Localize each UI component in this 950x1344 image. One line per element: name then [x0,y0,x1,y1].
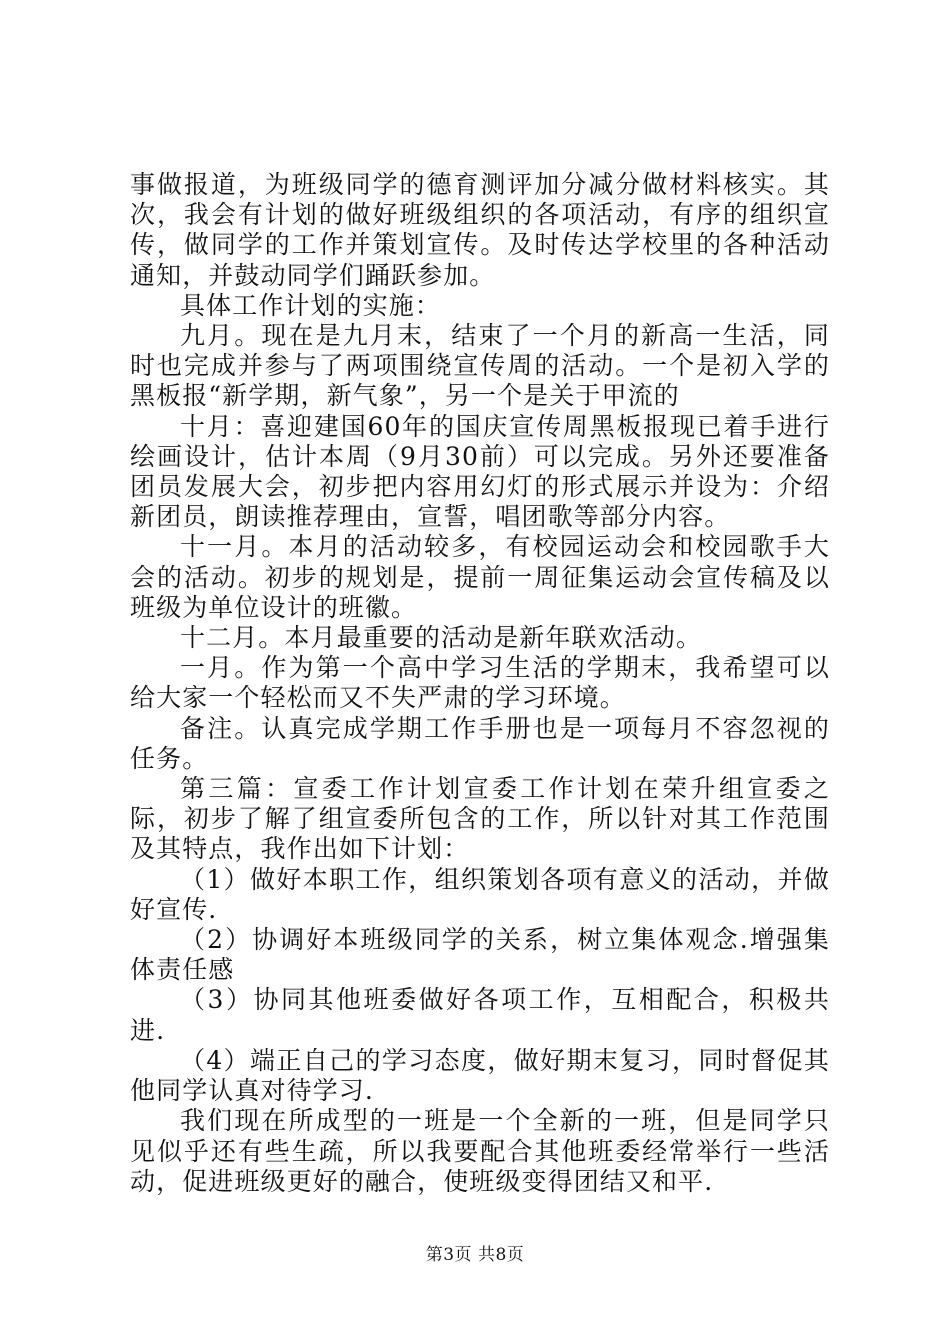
paragraph-september: 九月。现在是九月末，结束了一个月的新高一生活，同时也完成并参与了两项围绕宣传周的活动。一个是初入学的黑板报“新学期，新气象”，另一个是关于甲流的 [130,321,830,411]
paragraph-closing: 我们现在所成型的一班是一个全新的一班，但是同学只见似乎还有些生疏，所以我要配合其他班委经常举行一些活动，促进班级更好的融合，使班级变得团结又和平. [130,1106,830,1196]
paragraph-november: 十一月。本月的活动较多，有校园运动会和校园歌手大会的活动。初步的规划是，提前一周征集运动会宣传稿及以班级为单位设计的班徽。 [130,532,830,622]
list-item-2: （2）协调好本班级同学的关系，树立集体观念.增强集体责任感 [130,925,830,985]
list-item-1: （1）做好本职工作，组织策划各项有意义的活动，并做好宣传. [130,864,830,924]
document-body [130,170,830,1197]
list-item-3: （3）协同其他班委做好各项工作，互相配合，积极共进. [130,985,830,1045]
paragraph-december: 十二月。本月最重要的活动是新年联欢活动。 [180,623,703,653]
paragraph-continuation: 事做报道，为班级同学的德育测评加分减分做材料核实。其次，我会有计划的做好班级组织的各项活动，有序的组织宣传，做同学的工作并策划宣传。及时传达学校里的各种活动通知，并鼓动同学们踊跃参加。 [130,170,830,290]
paragraph-remark: 备注。认真完成学期工作手册也是一项每月不容忽视的任务。 [130,713,830,773]
page-number-footer: 第3页 共8页 [425,1245,525,1265]
paragraph-part-three: 第三篇：宣委工作计划宣委工作计划在荣升组宣委之际，初步了解了组宣委所包含的工作，所以针对其工作范围及其特点，我作出如下计划： [130,774,830,864]
list-item-4: （4）端正自己的学习态度，做好期末复习，同时督促其他同学认真对待学习. [130,1045,830,1106]
paragraph-january: 一月。作为第一个高中学习生活的学期末，我希望可以给大家一个轻松而又不失严肃的学习环境。 [130,653,830,713]
paragraph-plan-heading: 具体工作计划的实施： [180,290,442,320]
paragraph-october: 十月：喜迎建国60年的国庆宣传周黑板报现已着手进行绘画设计，估计本周（9月30前）可以完成。另外还要准备团员发展大会，初步把内容用幻灯的形式展示并设为：介绍新团员，朗读推荐理由，宣誓，唱团歌等部分内容。 [130,411,830,532]
